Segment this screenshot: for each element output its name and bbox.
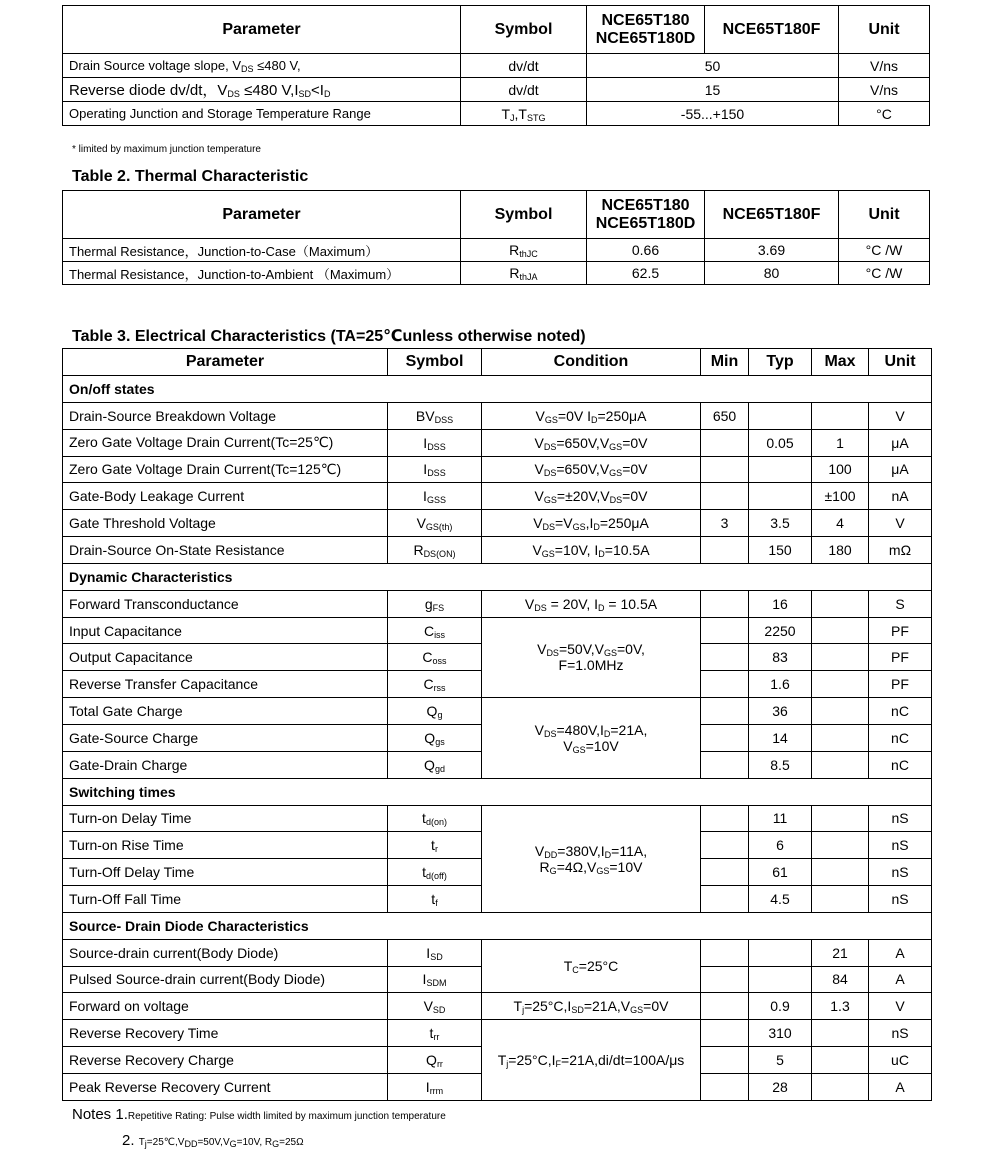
cell-symbol: $C_{rss}$ [388, 671, 482, 698]
section-onoff: On/off states [63, 376, 932, 403]
section-row [63, 778, 932, 805]
table-row [63, 537, 932, 564]
cell-typ: 6 [749, 832, 812, 859]
cell-symbol: $C_{iss}$ [388, 617, 482, 644]
cell-typ: 36 [749, 698, 812, 725]
cell-symbol: $T_J,T_{STG}$ [461, 102, 587, 126]
cell-condition: $V_{GS}=\pm 20V,V_{DS}=0V$ [482, 483, 701, 510]
cell-parameter: Source-drain current(Body Diode) [63, 939, 388, 966]
header-parameter: Parameter [63, 191, 461, 239]
cell-max [812, 751, 869, 778]
cell-parameter: Turn-on Rise Time [63, 832, 388, 859]
cell-unit: A [869, 939, 932, 966]
cell-symbol: $t_f$ [388, 886, 482, 913]
cell-symbol: $BV_{DSS}$ [388, 402, 482, 429]
table-2-title: Table 2. Thermal Characteristic [72, 168, 309, 185]
cell-parameter: Turn-Off Delay Time [63, 859, 388, 886]
cell-typ: 61 [749, 859, 812, 886]
cell-parameter: Input Capacitance [63, 617, 388, 644]
notes-line-1: Notes 1.Repetitive Rating: Pulse width limited by maximum junction temperature [72, 1106, 446, 1123]
cell-unit: nC [869, 698, 932, 725]
cell-unit: uC [869, 1047, 932, 1074]
cell-max [812, 644, 869, 671]
cell-parameter: Thermal Resistance，Junction-to-Ambient （Maximum） [63, 262, 461, 285]
cell-symbol: dv/dt [461, 54, 587, 78]
cell-typ [749, 483, 812, 510]
cell-parameter: Gate Threshold Voltage [63, 510, 388, 537]
cell-max: ±100 [812, 483, 869, 510]
cell-typ: 16 [749, 590, 812, 617]
cell-parameter: Drain-Source Breakdown Voltage [63, 402, 388, 429]
cell-unit: V [869, 510, 932, 537]
table-row [63, 939, 932, 966]
cell-condition: $V_{DS}=650V,V_{GS}=0V$ [482, 429, 701, 456]
cell-min: 650 [701, 402, 749, 429]
table-row [63, 456, 932, 483]
cell-min [701, 429, 749, 456]
cell-symbol: $t_{d(on)}$ [388, 805, 482, 832]
table-1-container [62, 5, 930, 126]
cell-value: 50 [587, 54, 839, 78]
table-row [63, 993, 932, 1020]
cell-symbol: $I_{rrm}$ [388, 1073, 482, 1100]
table-row [63, 510, 932, 537]
cell-max: 100 [812, 456, 869, 483]
cell-symbol: $Q_{rr}$ [388, 1047, 482, 1074]
cell-unit: V [869, 402, 932, 429]
cell-typ: 310 [749, 1020, 812, 1047]
cell-unit: V [869, 993, 932, 1020]
cell-symbol: $I_{SDM}$ [388, 966, 482, 993]
table-2-container [62, 190, 930, 285]
cell-max [812, 1047, 869, 1074]
cell-typ: 83 [749, 644, 812, 671]
header-min: Min [701, 349, 749, 376]
cell-max [812, 698, 869, 725]
cell-max [812, 832, 869, 859]
cell-min [701, 993, 749, 1020]
header-part-f: NCE65T180F [705, 191, 839, 239]
cell-symbol: $I_{GSS}$ [388, 483, 482, 510]
cell-value-a: 62.5 [587, 262, 705, 285]
cell-unit: A [869, 966, 932, 993]
cell-max [812, 402, 869, 429]
cell-unit: nC [869, 751, 932, 778]
table-row [63, 429, 932, 456]
cell-typ: 28 [749, 1073, 812, 1100]
header-part-a-b: NCE65T180 NCE65T180D [587, 6, 705, 54]
cell-unit: V/ns [839, 78, 930, 102]
table-row [63, 78, 930, 102]
cell-unit: °C /W [839, 262, 930, 285]
cell-symbol: $g_{FS}$ [388, 590, 482, 617]
section-row [63, 563, 932, 590]
header-typ: Typ [749, 349, 812, 376]
table-3-title: Table 3. Electrical Characteristics (TA=25℃unless otherwise noted) [72, 328, 586, 345]
cell-parameter: Turn-Off Fall Time [63, 886, 388, 913]
cell-condition: $V_{DS} = 20V$, $I_D = 10.5A$ [482, 590, 701, 617]
cell-parameter: Reverse diode dv/dt，$V_{DS} \le 480$ $V,I_{SD}<I_D$ [63, 78, 461, 102]
cell-min [701, 483, 749, 510]
cell-typ: 14 [749, 724, 812, 751]
cell-symbol: $Q_g$ [388, 698, 482, 725]
cell-unit: nS [869, 886, 932, 913]
section-switching: Switching times [63, 778, 932, 805]
table-row [63, 483, 932, 510]
cell-min [701, 698, 749, 725]
cell-unit: μA [869, 429, 932, 456]
cell-condition: $T_j=25^\circ C,I_{SD}=21A,V_{GS}=0V$ [482, 993, 701, 1020]
cell-unit: nA [869, 483, 932, 510]
cell-symbol: $I_{SD}$ [388, 939, 482, 966]
cell-value: -55...+150 [587, 102, 839, 126]
cell-symbol: $Q_{gd}$ [388, 751, 482, 778]
cell-min [701, 456, 749, 483]
cell-symbol: $I_{DSS}$ [388, 429, 482, 456]
cell-parameter: Pulsed Source-drain current(Body Diode) [63, 966, 388, 993]
cell-parameter: Thermal Resistance，Junction-to-Case（Maximum） [63, 239, 461, 262]
cell-parameter: Drain-Source On-State Resistance [63, 537, 388, 564]
cell-min [701, 537, 749, 564]
cell-max: 1 [812, 429, 869, 456]
header-unit: Unit [869, 349, 932, 376]
cell-unit: PF [869, 671, 932, 698]
table-row [63, 590, 932, 617]
table-row [63, 617, 932, 644]
cell-symbol: $C_{oss}$ [388, 644, 482, 671]
cell-typ: 0.9 [749, 993, 812, 1020]
cell-max [812, 805, 869, 832]
cell-min [701, 1047, 749, 1074]
cell-parameter: Peak Reverse Recovery Current [63, 1073, 388, 1100]
cell-parameter: Reverse Transfer Capacitance [63, 671, 388, 698]
cell-typ [749, 939, 812, 966]
cell-min [701, 886, 749, 913]
cell-parameter: Gate-Body Leakage Current [63, 483, 388, 510]
table-2 [62, 190, 930, 285]
cell-symbol: $t_{d(off)}$ [388, 859, 482, 886]
cell-min [701, 1020, 749, 1047]
header-part-a-b: NCE65T180 NCE65T180D [587, 191, 705, 239]
cell-max [812, 859, 869, 886]
cell-max: 21 [812, 939, 869, 966]
cell-typ: 1.6 [749, 671, 812, 698]
header-max: Max [812, 349, 869, 376]
table-row [63, 402, 932, 429]
cell-typ: 5 [749, 1047, 812, 1074]
section-row [63, 376, 932, 403]
cell-typ: 0.05 [749, 429, 812, 456]
cell-parameter: Zero Gate Voltage Drain Current(Tc=25℃) [63, 429, 388, 456]
cell-parameter: Zero Gate Voltage Drain Current(Tc=125℃) [63, 456, 388, 483]
cell-parameter: Gate-Drain Charge [63, 751, 388, 778]
cell-unit: nC [869, 724, 932, 751]
cell-value-f: 3.69 [705, 239, 839, 262]
cell-unit: μA [869, 456, 932, 483]
cell-parameter: Reverse Recovery Charge [63, 1047, 388, 1074]
cell-typ: 4.5 [749, 886, 812, 913]
cell-parameter: Reverse Recovery Time [63, 1020, 388, 1047]
cell-condition: $V_{GS}=0V$ $I_D=250\mu A$ [482, 402, 701, 429]
cell-unit: nS [869, 832, 932, 859]
cell-typ [749, 402, 812, 429]
cell-max: 1.3 [812, 993, 869, 1020]
table-1 [62, 5, 930, 126]
cell-unit: nS [869, 859, 932, 886]
header-symbol: Symbol [388, 349, 482, 376]
cell-symbol: $R_{thJA}$ [461, 262, 587, 285]
cell-min [701, 832, 749, 859]
cell-unit: nS [869, 805, 932, 832]
table-row [63, 698, 932, 725]
cell-max [812, 724, 869, 751]
cell-condition: $T_j=25^\circ C,I_F=21A,di/dt=100A/\mu s$ [482, 1020, 701, 1101]
cell-max [812, 590, 869, 617]
table-row [63, 54, 930, 78]
cell-symbol: $t_r$ [388, 832, 482, 859]
header-part-f: NCE65T180F [705, 6, 839, 54]
cell-max: 180 [812, 537, 869, 564]
cell-min [701, 644, 749, 671]
cell-min [701, 805, 749, 832]
cell-parameter: Forward on voltage [63, 993, 388, 1020]
cell-symbol: $I_{DSS}$ [388, 456, 482, 483]
cell-min [701, 617, 749, 644]
header-symbol: Symbol [461, 191, 587, 239]
cell-symbol: $R_{DS(ON)}$ [388, 537, 482, 564]
cell-min [701, 939, 749, 966]
header-symbol: Symbol [461, 6, 587, 54]
header-condition: Condition [482, 349, 701, 376]
cell-unit: V/ns [839, 54, 930, 78]
cell-parameter: Turn-on Delay Time [63, 805, 388, 832]
cell-value: 15 [587, 78, 839, 102]
cell-condition: $T_C=25^\circ C$ [482, 939, 701, 993]
cell-parameter: Drain Source voltage slope, $V_{DS} \le 480$ V, [63, 54, 461, 78]
cell-unit: A [869, 1073, 932, 1100]
footnote: * limited by maximum junction temperature [72, 144, 261, 155]
cell-min [701, 966, 749, 993]
section-dynamic: Dynamic Characteristics [63, 563, 932, 590]
cell-value-a: 0.66 [587, 239, 705, 262]
cell-typ: 11 [749, 805, 812, 832]
cell-symbol: $V_{GS(th)}$ [388, 510, 482, 537]
cell-min [701, 1073, 749, 1100]
header-parameter: Parameter [63, 349, 388, 376]
cell-parameter: Gate-Source Charge [63, 724, 388, 751]
cell-typ [749, 966, 812, 993]
table-row [63, 262, 930, 285]
table-row [63, 239, 930, 262]
cell-condition: $V_{DD}=380V,I_D=11A$, $R_G=4\Omega,V_{GS}=10V$ [482, 805, 701, 912]
cell-typ: 8.5 [749, 751, 812, 778]
cell-symbol: $V_{SD}$ [388, 993, 482, 1020]
section-row [63, 912, 932, 939]
cell-min [701, 724, 749, 751]
cell-symbol: $Q_{gs}$ [388, 724, 482, 751]
cell-unit: mΩ [869, 537, 932, 564]
table-row [63, 1020, 932, 1047]
cell-condition: $V_{DS}=50V,V_{GS}=0V$, F=1.0MHz [482, 617, 701, 698]
cell-typ: 3.5 [749, 510, 812, 537]
cell-max [812, 1073, 869, 1100]
cell-value-f: 80 [705, 262, 839, 285]
header-parameter: Parameter [63, 6, 461, 54]
cell-min [701, 859, 749, 886]
cell-parameter: Forward Transconductance [63, 590, 388, 617]
cell-unit: °C /W [839, 239, 930, 262]
cell-typ [749, 456, 812, 483]
table-3 [62, 348, 932, 1101]
cell-max [812, 617, 869, 644]
table-3-container [62, 348, 932, 1101]
cell-typ: 2250 [749, 617, 812, 644]
cell-condition: $V_{DS}=V_{GS},I_D=250\mu A$ [482, 510, 701, 537]
cell-condition: $V_{DS}=650V,V_{GS}=0V$ [482, 456, 701, 483]
table-row [63, 805, 932, 832]
cell-typ: 150 [749, 537, 812, 564]
cell-max: 84 [812, 966, 869, 993]
header-unit: Unit [839, 6, 930, 54]
table-row [63, 102, 930, 126]
cell-max [812, 1020, 869, 1047]
section-diode: Source- Drain Diode Characteristics [63, 912, 932, 939]
cell-min [701, 751, 749, 778]
header-unit: Unit [839, 191, 930, 239]
cell-max [812, 886, 869, 913]
cell-unit: S [869, 590, 932, 617]
cell-unit: PF [869, 644, 932, 671]
cell-unit: PF [869, 617, 932, 644]
cell-max [812, 671, 869, 698]
cell-condition: $V_{DS}=480V,I_D=21A$, $V_{GS}=10V$ [482, 698, 701, 779]
cell-parameter: Output Capacitance [63, 644, 388, 671]
cell-unit: °C [839, 102, 930, 126]
cell-symbol: $t_{rr}$ [388, 1020, 482, 1047]
notes-line-2: 2. $T_j=25℃,V_{DD}=50V,V_G=10V$, $R_G=25\Omega$ [122, 1132, 304, 1149]
cell-min [701, 590, 749, 617]
cell-min: 3 [701, 510, 749, 537]
cell-symbol: dv/dt [461, 78, 587, 102]
cell-parameter: Total Gate Charge [63, 698, 388, 725]
cell-max: 4 [812, 510, 869, 537]
cell-min [701, 671, 749, 698]
cell-symbol: $R_{thJC}$ [461, 239, 587, 262]
cell-unit: nS [869, 1020, 932, 1047]
cell-parameter: Operating Junction and Storage Temperature Range [63, 102, 461, 126]
cell-condition: $V_{GS}=10V$, $I_D=10.5A$ [482, 537, 701, 564]
